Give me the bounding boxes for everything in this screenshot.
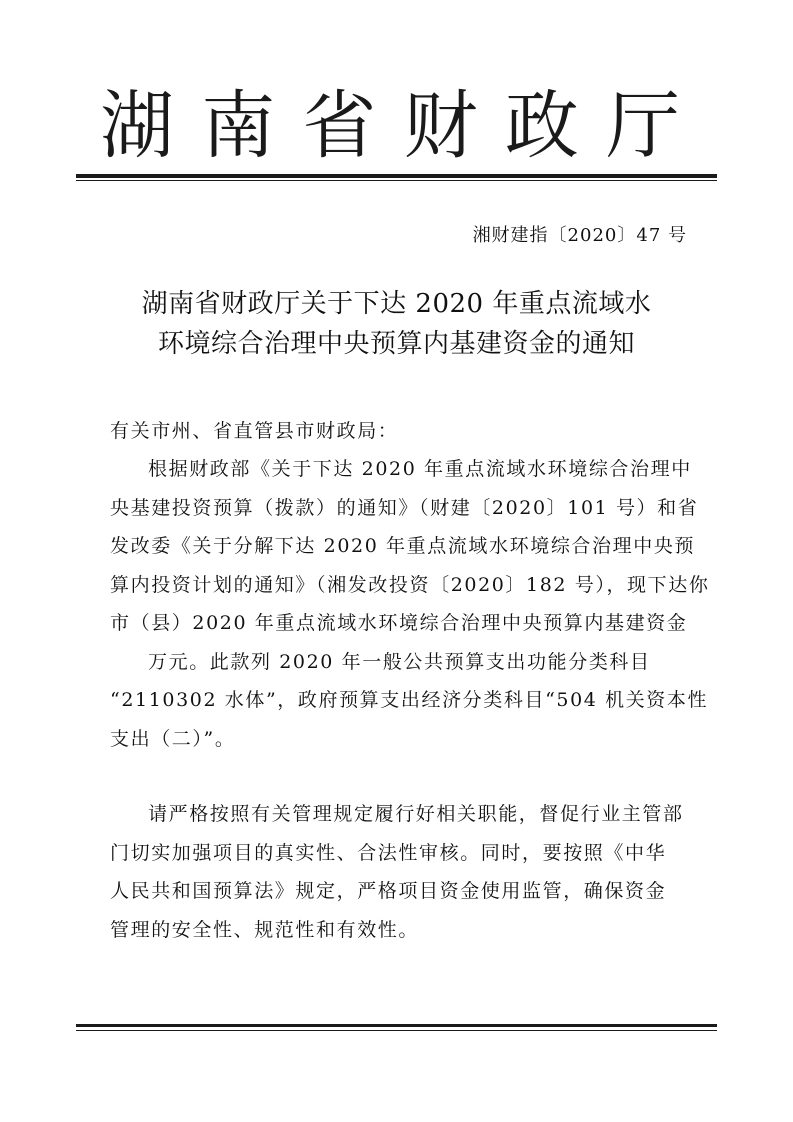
paragraph-2-line: 请严格按照有关管理规定履行好相关职能，督促行业主管部 — [148, 803, 684, 825]
paragraph-2-line: 管理的安全性、规范性和有效性。 — [110, 918, 420, 941]
paragraph-2-line: 人民共和国预算法》规定，严格项目资金使用监管，确保资金 — [110, 880, 667, 902]
paragraph-1 — [110, 450, 710, 758]
footer-rule-thin — [76, 1030, 717, 1031]
letterhead-rule-thin — [76, 180, 717, 181]
paragraph-1-line: 算内投资计划的通知》（湘发改投资〔2020〕182 号），现下达你 — [110, 573, 710, 596]
title-line-2: 环境综合治理中央预算内基建资金的通知 — [157, 329, 635, 359]
document-number: 湘财建指〔2020〕47 号 — [472, 225, 687, 246]
document-title — [100, 284, 693, 364]
paragraph-1-line: “2110302 水体”，政府预算支出经济分类科目“504 机关资本性 — [110, 689, 709, 711]
footer-rule-thick — [76, 1024, 717, 1027]
paragraph-1-line: 市（县）2020 年重点流域水环境综合治理中央预算内基建资金 — [110, 612, 688, 634]
salutation: 有关市州、省直管县市财政局： — [110, 420, 399, 442]
title-line-1: 湖南省财政厅关于下达 2020 年重点流域水 — [141, 289, 652, 319]
agency-letterhead: 湖南省财政厅 — [100, 83, 700, 169]
letterhead-rule-thick — [76, 174, 717, 178]
paragraph-2-line: 门切实加强项目的真实性、合法性审核。同时，要按照《中华 — [110, 841, 667, 864]
paragraph-2 — [110, 795, 690, 949]
paragraph-1-line: 支出（二）”。 — [110, 727, 236, 750]
paragraph-1-line: 万元。此款列 2020 年一般公共预算支出功能分类科目 — [148, 650, 651, 673]
paragraph-1-line: 发改委《关于分解下达 2020 年重点流域水环境综合治理中央预 — [110, 535, 696, 557]
paragraph-1-line: 根据财政部《关于下达 2020 年重点流域水环境综合治理中 — [148, 458, 692, 480]
paragraph-1-line: 央基建投资预算（拨款）的通知》（财建〔2020〕101 号）和省 — [110, 496, 699, 519]
